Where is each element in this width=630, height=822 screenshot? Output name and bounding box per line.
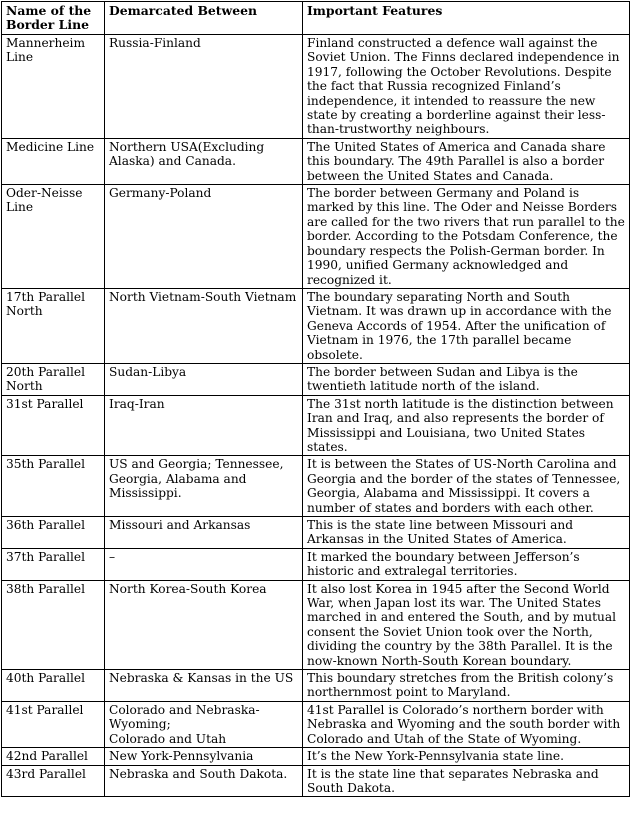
header-important-features: Important Features <box>303 2 630 35</box>
cell-demarcated-between: US and Georgia; Tennessee, Georgia, Alabama and Mississippi. <box>105 456 303 517</box>
cell-important-features: This boundary stretches from the British colony’s northernmost point to Maryland. <box>303 670 630 702</box>
cell-important-features: It is the state line that separates Nebraska and South Dakota. <box>303 765 630 797</box>
cell-border-name: 42nd Parallel <box>2 748 105 765</box>
cell-demarcated-between: Missouri and Arkansas <box>105 517 303 549</box>
table-row <box>2 701 630 747</box>
table-row <box>2 670 630 702</box>
table-row <box>2 456 630 517</box>
table-row <box>2 395 630 456</box>
cell-demarcated-between: New York-Pennsylvania <box>105 748 303 765</box>
cell-border-name: 38th Parallel <box>2 580 105 669</box>
cell-border-name: 37th Parallel <box>2 548 105 580</box>
cell-important-features: Finland constructed a defence wall against the Soviet Union. The Finns declared independence in 1917, following the October Revolutions. Despite the fact that Russia recognized Finland’s independence, it intended to reassure the new state by creating a borderline against their less-than-trustworthy neighbours. <box>303 35 630 139</box>
cell-important-features: The border between Germany and Poland is marked by this line. The Oder and Neisse Borders are called for the two rivers that run parallel to the border. According to the Potsdam Conference, the boundary respects the Polish-German border. In 1990, unified Germany acknowledged and recognized it. <box>303 185 630 289</box>
cell-important-features: It’s the New York-Pennsylvania state line. <box>303 748 630 765</box>
cell-demarcated-between: North Vietnam-South Vietnam <box>105 288 303 363</box>
cell-border-name: 17th Parallel North <box>2 288 105 363</box>
cell-border-name: 31st Parallel <box>2 395 105 456</box>
table-row <box>2 765 630 797</box>
cell-demarcated-between: Germany-Poland <box>105 185 303 289</box>
cell-demarcated-between: Iraq-Iran <box>105 395 303 456</box>
table-row <box>2 35 630 139</box>
cell-demarcated-between: Colorado and Nebraska-Wyoming; Colorado and Utah <box>105 701 303 747</box>
table-row <box>2 138 630 184</box>
cell-important-features: The boundary separating North and South Vietnam. It was drawn up in accordance with the Geneva Accords of 1954. After the unification of Vietnam in 1976, the 17th parallel became obsolete. <box>303 288 630 363</box>
cell-border-name: Mannerheim Line <box>2 35 105 139</box>
cell-important-features: It is between the States of US-North Carolina and Georgia and the border of the states of Tennessee, Georgia, Alabama and Mississippi. It covers a number of states and borders with each other. <box>303 456 630 517</box>
cell-demarcated-between: Russia-Finland <box>105 35 303 139</box>
cell-demarcated-between: Nebraska & Kansas in the US <box>105 670 303 702</box>
cell-important-features: The 31st north latitude is the distinction between Iran and Iraq, and also represents the border of Mississippi and Louisiana, two United States states. <box>303 395 630 456</box>
cell-border-name: 20th Parallel North <box>2 363 105 395</box>
cell-border-name: 41st Parallel <box>2 701 105 747</box>
cell-border-name: 40th Parallel <box>2 670 105 702</box>
table-row <box>2 517 630 549</box>
cell-important-features: The border between Sudan and Libya is the twentieth latitude north of the island. <box>303 363 630 395</box>
cell-important-features: The United States of America and Canada share this boundary. The 49th Parallel is also a border between the United States and Canada. <box>303 138 630 184</box>
cell-demarcated-between: – <box>105 548 303 580</box>
table-row <box>2 748 630 765</box>
table-body <box>2 35 630 797</box>
cell-border-name: Medicine Line <box>2 138 105 184</box>
table-header-row <box>2 2 630 35</box>
table-row <box>2 288 630 363</box>
cell-demarcated-between: Northern USA(Excluding Alaska) and Canada. <box>105 138 303 184</box>
header-demarcated-between: Demarcated Between <box>105 2 303 35</box>
table-row <box>2 185 630 289</box>
cell-demarcated-between: Sudan-Libya <box>105 363 303 395</box>
cell-important-features: 41st Parallel is Colorado’s northern border with Nebraska and Wyoming and the south border with Colorado and Utah of the State of Wyoming. <box>303 701 630 747</box>
cell-demarcated-between: Nebraska and South Dakota. <box>105 765 303 797</box>
cell-demarcated-between: North Korea-South Korea <box>105 580 303 669</box>
border-lines-table <box>1 1 630 797</box>
cell-border-name: 35th Parallel <box>2 456 105 517</box>
table-row <box>2 363 630 395</box>
cell-border-name: 43rd Parallel <box>2 765 105 797</box>
table-row <box>2 580 630 669</box>
header-border-line-name: Name of the Border Line <box>2 2 105 35</box>
cell-border-name: Oder-Neisse Line <box>2 185 105 289</box>
cell-important-features: This is the state line between Missouri and Arkansas in the United States of America. <box>303 517 630 549</box>
cell-important-features: It marked the boundary between Jefferson’s historic and extralegal territories. <box>303 548 630 580</box>
cell-border-name: 36th Parallel <box>2 517 105 549</box>
cell-important-features: It also lost Korea in 1945 after the Second World War, when Japan lost its war. The United States marched in and entered the South, and by mutual consent the Soviet Union took over the North, dividing the country by the 38th Parallel. It is the now-known North-South Korean boundary. <box>303 580 630 669</box>
table-row <box>2 548 630 580</box>
